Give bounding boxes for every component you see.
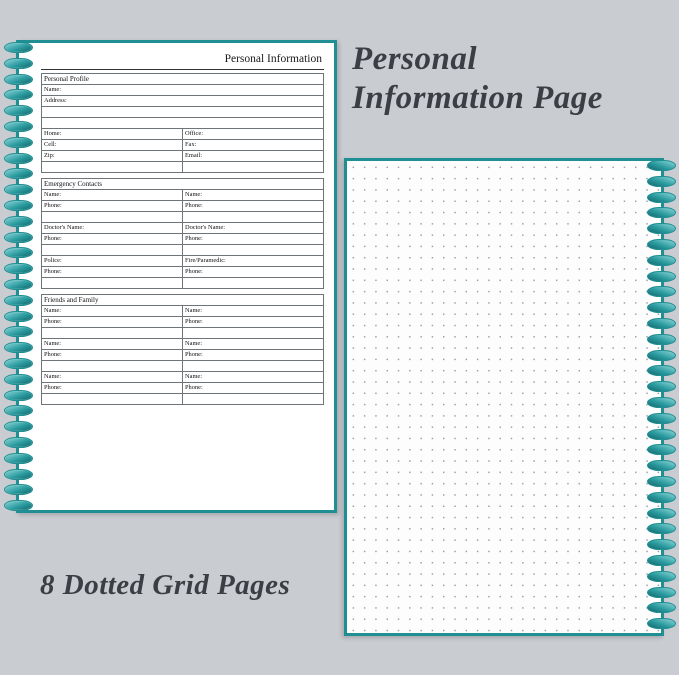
section-heading-friends-and-family: Friends and Family xyxy=(42,295,324,306)
table-row xyxy=(42,256,324,267)
coil-ring xyxy=(647,571,676,582)
table-row xyxy=(42,162,324,173)
coil-ring xyxy=(4,421,33,432)
field-label-friend-phone-3a[interactable]: Phone: xyxy=(42,383,183,394)
spiral-binding-right xyxy=(648,158,676,636)
coil-ring xyxy=(4,153,33,164)
field-blank-profile-right[interactable] xyxy=(183,162,324,173)
coil-ring xyxy=(4,374,33,385)
coil-ring xyxy=(4,184,33,195)
coil-ring xyxy=(647,429,676,440)
field-label-cell[interactable]: Cell: xyxy=(42,140,183,151)
personal-information-form xyxy=(41,53,324,502)
field-label-fire-phone[interactable]: Phone: xyxy=(183,267,324,278)
field-label-friend-phone-2b[interactable]: Phone: xyxy=(183,350,324,361)
table-row xyxy=(42,212,324,223)
page-title: Personal Information xyxy=(41,53,324,70)
coil-ring xyxy=(647,286,676,297)
coil-ring xyxy=(647,602,676,613)
table-row xyxy=(42,140,324,151)
coil-ring xyxy=(647,492,676,503)
table-row xyxy=(42,245,324,256)
personal-information-page xyxy=(16,40,337,513)
coil-ring xyxy=(4,342,33,353)
coil-ring xyxy=(4,74,33,85)
coil-ring xyxy=(647,460,676,471)
field-blank-friend-2-left[interactable] xyxy=(42,361,183,372)
field-blank-address-2[interactable] xyxy=(42,107,324,118)
coil-ring xyxy=(647,350,676,361)
table-row xyxy=(42,96,324,107)
coil-ring xyxy=(4,358,33,369)
coil-ring xyxy=(647,302,676,313)
headline-line-1: Personal xyxy=(352,41,478,77)
field-blank-friend-3-left[interactable] xyxy=(42,394,183,405)
coil-ring xyxy=(647,413,676,424)
field-blank-friend-3-right[interactable] xyxy=(183,394,324,405)
headline-line-2: Information Page xyxy=(352,79,603,116)
table-row xyxy=(42,372,324,383)
field-blank-friend-1-right[interactable] xyxy=(183,328,324,339)
dotted-grid-page xyxy=(344,158,664,636)
field-blank-profile-left[interactable] xyxy=(42,162,183,173)
field-label-friend-name-1a[interactable]: Name: xyxy=(42,306,183,317)
coil-ring xyxy=(4,437,33,448)
coil-ring xyxy=(647,255,676,266)
field-label-address[interactable]: Address: xyxy=(42,96,324,107)
field-label-friend-name-3a[interactable]: Name: xyxy=(42,372,183,383)
field-label-friend-phone-3b[interactable]: Phone: xyxy=(183,383,324,394)
field-label-emergency-phone-2[interactable]: Phone: xyxy=(183,201,324,212)
coil-ring xyxy=(4,295,33,306)
table-row xyxy=(42,74,324,85)
section-heading-emergency-contacts: Emergency Contacts xyxy=(42,179,324,190)
field-blank-police-right[interactable] xyxy=(183,278,324,289)
section-personal-profile xyxy=(41,73,324,173)
table-row xyxy=(42,85,324,96)
coil-ring xyxy=(4,105,33,116)
table-row xyxy=(42,179,324,190)
coil-ring xyxy=(4,453,33,464)
table-row xyxy=(42,361,324,372)
table-row xyxy=(42,350,324,361)
table-row xyxy=(42,151,324,162)
field-label-friend-name-2a[interactable]: Name: xyxy=(42,339,183,350)
table-row xyxy=(42,295,324,306)
field-label-friend-phone-1a[interactable]: Phone: xyxy=(42,317,183,328)
field-label-friend-phone-2a[interactable]: Phone: xyxy=(42,350,183,361)
coil-ring xyxy=(647,334,676,345)
field-label-doctor-name-1[interactable]: Doctor's Name: xyxy=(42,223,183,234)
table-row xyxy=(42,278,324,289)
spacer-row xyxy=(42,118,324,129)
table-row xyxy=(42,394,324,405)
field-label-doctor-phone-1[interactable]: Phone: xyxy=(42,234,183,245)
coil-ring xyxy=(647,160,676,171)
coil-ring xyxy=(4,232,33,243)
field-blank-friend-2-right[interactable] xyxy=(183,361,324,372)
field-label-email[interactable]: Email: xyxy=(183,151,324,162)
table-row xyxy=(42,190,324,201)
coil-ring xyxy=(647,207,676,218)
section-friends-and-family xyxy=(41,294,324,405)
field-label-friend-phone-1b[interactable]: Phone: xyxy=(183,317,324,328)
field-label-friend-name-1b[interactable]: Name: xyxy=(183,306,324,317)
table-row xyxy=(42,201,324,212)
right-notebook xyxy=(344,158,676,636)
coil-ring xyxy=(4,405,33,416)
coil-ring xyxy=(4,311,33,322)
coil-ring xyxy=(4,137,33,148)
coil-ring xyxy=(4,42,33,53)
coil-ring xyxy=(4,484,33,495)
coil-ring xyxy=(647,508,676,519)
coil-ring xyxy=(647,539,676,550)
table-row xyxy=(42,267,324,278)
table-row xyxy=(42,234,324,245)
coil-ring xyxy=(647,587,676,598)
coil-ring xyxy=(647,523,676,534)
field-blank-doctor-right[interactable] xyxy=(183,245,324,256)
coil-ring xyxy=(4,247,33,258)
field-label-emergency-phone-1[interactable]: Phone: xyxy=(42,201,183,212)
table-row xyxy=(42,223,324,234)
coil-ring xyxy=(647,397,676,408)
coil-ring xyxy=(4,279,33,290)
headline-dotted-grid-pages: 8 Dotted Grid Pages xyxy=(40,569,291,601)
field-blank-emergency-1-left[interactable] xyxy=(42,212,183,223)
field-blank-police-left[interactable] xyxy=(42,278,183,289)
table-row xyxy=(42,339,324,350)
coil-ring xyxy=(647,555,676,566)
coil-ring xyxy=(647,365,676,376)
coil-ring xyxy=(647,176,676,187)
coil-ring xyxy=(4,390,33,401)
field-label-zip[interactable]: Zip: xyxy=(42,151,183,162)
table-row xyxy=(42,306,324,317)
field-label-home[interactable]: Home: xyxy=(42,129,183,140)
table-row xyxy=(42,317,324,328)
field-label-police[interactable]: Police: xyxy=(42,256,183,267)
left-notebook xyxy=(4,40,337,513)
spiral-binding-left xyxy=(4,40,32,513)
field-label-name[interactable]: Name: xyxy=(42,85,324,96)
section-emergency-contacts xyxy=(41,178,324,289)
coil-ring xyxy=(4,89,33,100)
coil-ring xyxy=(647,318,676,329)
section-heading-personal-profile: Personal Profile xyxy=(42,74,324,85)
coil-ring xyxy=(647,223,676,234)
coil-ring xyxy=(647,239,676,250)
coil-ring xyxy=(647,476,676,487)
field-label-office[interactable]: Office: xyxy=(183,129,324,140)
coil-ring xyxy=(4,121,33,132)
coil-ring xyxy=(4,469,33,480)
table-row xyxy=(42,383,324,394)
field-label-friend-name-3b[interactable]: Name: xyxy=(183,372,324,383)
coil-ring xyxy=(647,381,676,392)
table-row xyxy=(42,129,324,140)
field-blank-doctor-left[interactable] xyxy=(42,245,183,256)
field-label-fax[interactable]: Fax: xyxy=(183,140,324,151)
field-label-fire-paramedic[interactable]: Fire/Paramedic: xyxy=(183,256,324,267)
table-row xyxy=(42,107,324,118)
table-row xyxy=(42,328,324,339)
coil-ring xyxy=(4,200,33,211)
coil-ring xyxy=(4,326,33,337)
coil-ring xyxy=(4,168,33,179)
coil-ring xyxy=(4,500,33,511)
field-blank-emergency-1-right[interactable] xyxy=(183,212,324,223)
coil-ring xyxy=(4,216,33,227)
coil-ring xyxy=(4,263,33,274)
field-label-emergency-name-2[interactable]: Name: xyxy=(183,190,324,201)
field-label-police-phone[interactable]: Phone: xyxy=(42,267,183,278)
field-label-friend-name-2b[interactable]: Name: xyxy=(183,339,324,350)
coil-ring xyxy=(647,618,676,629)
field-label-doctor-name-2[interactable]: Doctor's Name: xyxy=(183,223,324,234)
coil-ring xyxy=(647,271,676,282)
coil-ring xyxy=(647,444,676,455)
coil-ring xyxy=(647,192,676,203)
headline-personal-information-page xyxy=(352,40,672,118)
field-label-doctor-phone-2[interactable]: Phone: xyxy=(183,234,324,245)
coil-ring xyxy=(4,58,33,69)
field-label-emergency-name-1[interactable]: Name: xyxy=(42,190,183,201)
field-blank-friend-1-left[interactable] xyxy=(42,328,183,339)
